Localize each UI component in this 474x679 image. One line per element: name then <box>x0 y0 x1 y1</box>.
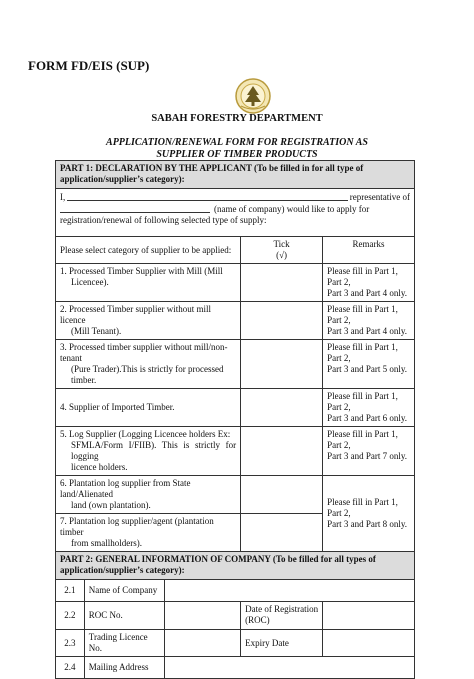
category-row <box>56 340 415 389</box>
category-line: 3. Processed timber supplier without mill/non- tenant <box>60 342 228 363</box>
category-description <box>56 476 241 514</box>
remarks-line: Please fill in Part 1, Part 2, <box>327 497 398 518</box>
remarks-line: Part 3 and Part 8 only. <box>327 519 407 529</box>
category-line: Licencee). <box>71 277 109 287</box>
mailing-address-input[interactable] <box>165 657 415 679</box>
company-field-row <box>56 580 415 602</box>
category-line: 6. Plantation log supplier from State land/Alienated <box>60 478 191 499</box>
category-line: 7. Plantation log supplier/agent (plantation timber <box>60 516 214 537</box>
form-code: FORM FD/EIS (SUP) <box>28 58 150 73</box>
form-title <box>0 137 474 161</box>
category-line: 1. Processed Timber Supplier with Mill (Mill <box>60 266 223 276</box>
category-description <box>56 302 241 340</box>
category-description <box>56 514 241 552</box>
field-label: Name of Company <box>84 580 165 602</box>
tick-cell[interactable] <box>241 514 323 552</box>
category-line: (Mill Tenant). <box>71 326 122 336</box>
field-label <box>241 602 323 630</box>
tick-cell[interactable] <box>241 302 323 340</box>
part2-heading: PART 2: GENERAL INFORMATION OF COMPANY (To be filled for all types of application/supplier’s category): <box>56 552 415 580</box>
category-line: 5. Log Supplier (Logging Licencee holders Ex: <box>60 429 231 439</box>
field-number: 2.2 <box>56 602 85 630</box>
category-description <box>56 340 241 389</box>
company-field-row <box>56 657 415 679</box>
declaration-line1-end: representative of <box>349 192 410 202</box>
trading-licence-input[interactable] <box>165 630 241 657</box>
tick-symbol: (√) <box>276 250 288 260</box>
company-field-row <box>56 630 415 657</box>
remarks-cell <box>323 427 415 476</box>
declaration-line1-start: I, <box>60 192 66 202</box>
category-line: SFMLA/Form I/FIIB). This is strictly for logging <box>71 440 237 461</box>
remarks-line: Please fill in Part 1, Part 2, <box>327 266 398 287</box>
category-row <box>56 302 415 340</box>
remarks-cell <box>323 302 415 340</box>
remarks-cell <box>323 340 415 389</box>
company-field-row <box>56 602 415 630</box>
declaration-line3: registration/renewal of following selected type of supply: <box>60 215 267 225</box>
category-row <box>56 427 415 476</box>
department-name: SABAH FORESTRY DEPARTMENT <box>151 113 323 124</box>
remarks-line: Please fill in Part 1, Part 2, <box>327 304 398 325</box>
form-title-line1: APPLICATION/RENEWAL FORM FOR REGISTRATION AS <box>106 137 368 148</box>
declaration-line2-end: (name of company) would like to apply for <box>214 204 370 214</box>
remarks-line: Please fill in Part 1, Part 2, <box>327 429 398 450</box>
applicant-name-field[interactable] <box>67 191 348 201</box>
field-label-line: (ROC) <box>245 615 270 625</box>
category-description <box>56 427 241 476</box>
category-line: land (own plantation). <box>71 500 151 510</box>
field-label: Trading Licence No. <box>84 630 165 657</box>
field-label: ROC No. <box>84 602 165 630</box>
remarks-line: Part 3 and Part 4 only. <box>327 288 407 298</box>
remarks-cell <box>323 476 415 552</box>
field-number: 2.4 <box>56 657 85 679</box>
category-description <box>56 264 241 302</box>
tick-cell[interactable] <box>241 340 323 389</box>
field-label-line: Date of Registration <box>245 604 319 614</box>
company-name-input[interactable] <box>165 580 415 602</box>
remarks-line: Part 3 and Part 6 only. <box>327 413 407 423</box>
remarks-line: Please fill in Part 1, Part 2, <box>327 342 398 363</box>
tick-label: Tick <box>273 239 290 249</box>
remarks-column-header: Remarks <box>323 237 415 264</box>
expiry-date-input[interactable] <box>323 630 415 657</box>
tick-column-header <box>241 237 323 264</box>
registration-date-input[interactable] <box>323 602 415 630</box>
tick-cell[interactable] <box>241 389 323 427</box>
roc-number-input[interactable] <box>165 602 241 630</box>
remarks-line: Please fill in Part 1, Part 2, <box>327 391 398 412</box>
remarks-cell <box>323 389 415 427</box>
field-number: 2.1 <box>56 580 85 602</box>
part1-heading: PART 1: DECLARATION BY THE APPLICANT (To be filled in for all type of application/supplier’s category): <box>56 161 415 189</box>
remarks-line: Part 3 and Part 4 only. <box>327 326 407 336</box>
category-row <box>56 476 415 514</box>
form-title-line2: SUPPLIER OF TIMBER PRODUCTS <box>156 149 318 160</box>
tick-cell[interactable] <box>241 476 323 514</box>
field-number: 2.3 <box>56 630 85 657</box>
category-line: (Pure Trader).This is strictly for processed timber. <box>71 364 224 385</box>
category-column-header: Please select category of supplier to be applied: <box>56 237 241 264</box>
remarks-line: Part 3 and Part 7 only. <box>327 451 407 461</box>
category-line: 2. Processed Timber supplier without mill licence <box>60 304 212 325</box>
field-label: Mailing Address <box>84 657 165 679</box>
category-description <box>56 389 241 427</box>
company-name-field[interactable] <box>60 203 210 213</box>
tick-cell[interactable] <box>241 427 323 476</box>
registration-form-table <box>55 160 415 679</box>
sabah-forestry-seal-icon <box>235 78 271 114</box>
category-row <box>56 389 415 427</box>
declaration-block <box>56 189 415 237</box>
remarks-line: Part 3 and Part 5 only. <box>327 364 407 374</box>
field-label: Expiry Date <box>241 630 323 657</box>
tick-cell[interactable] <box>241 264 323 302</box>
category-row <box>56 264 415 302</box>
category-line: from smallholders). <box>71 538 142 548</box>
remarks-cell <box>323 264 415 302</box>
category-line: licence holders. <box>71 462 128 472</box>
category-line: 4. Supplier of Imported Timber. <box>60 402 175 412</box>
